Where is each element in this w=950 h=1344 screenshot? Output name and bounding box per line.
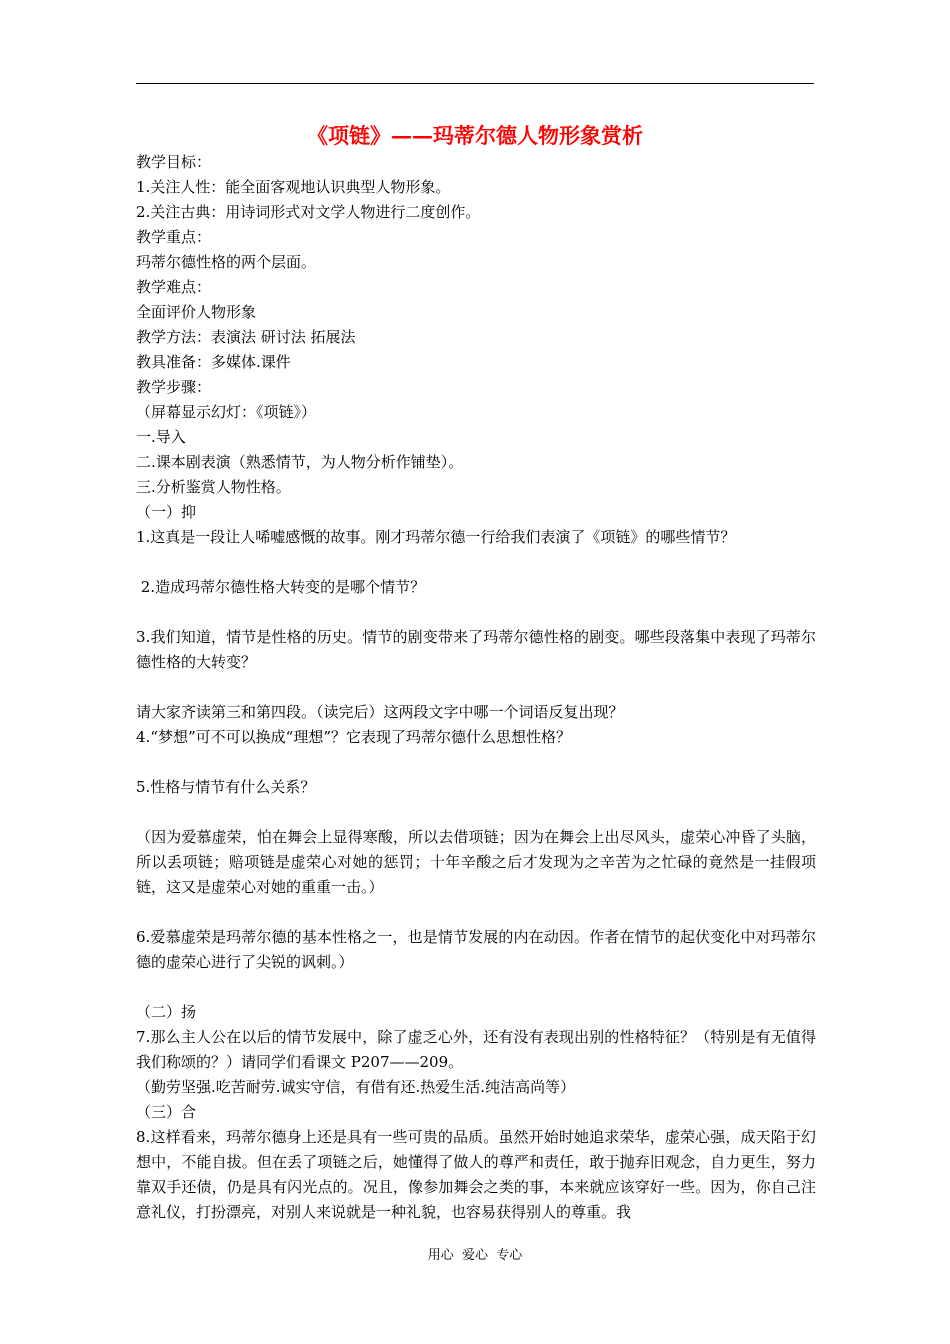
difficulty-heading: 教学难点：	[136, 278, 212, 296]
spacer	[136, 975, 816, 1000]
slide-note: （屏幕显示幻灯：《项链》）	[136, 403, 317, 421]
key-points-heading: 教学重点：	[136, 228, 212, 246]
answer-5: （因为爱慕虚荣，怕在舞会上显得寒酸，所以去借项链；因为在舞会上出尽风头，虚荣心冲昏了头脑，所以丢项链；赔项链是虚荣心对她的惩罚；十年辛酸之后才发现为之辛苦为之忙碌的竟然是一挂假项链，这又是虚荣心对她的重重一击。）	[136, 828, 816, 896]
objective-1: 1.关注人性：能全面客观地认识典型人物形象。	[136, 178, 451, 196]
question-6: 6.爱慕虚荣是玛蒂尔德的基本性格之一，也是情节发展的内在动因。作者在情节的起伏变化中对玛蒂尔德的虚荣心进行了尖锐的讽刺。）	[136, 928, 816, 971]
answer-7: （勤劳坚强.吃苦耐劳.诚实守信，有借有还.热爱生活.纯洁高尚等）	[136, 1078, 576, 1096]
spacer	[136, 800, 816, 825]
tools-text: 教具准备：多媒体.课件	[136, 353, 291, 371]
section-2-heading: （二）扬	[136, 1003, 197, 1021]
spacer	[136, 750, 816, 775]
spacer	[136, 675, 816, 700]
difficulty-text: 全面评价人物形象	[136, 303, 257, 321]
methods-text: 教学方法：表演法 研讨法 拓展法	[136, 328, 356, 346]
spacer	[136, 550, 816, 575]
step-2: 二.课本剧表演（熟悉情节，为人物分析作铺垫）。	[136, 453, 464, 471]
question-7: 7.那么主人公在以后的情节发展中，除了虚乏心外，还有没有表现出别的性格特征？（特别是有无值得我们称颂的？）请同学们看课文 P207——209。	[136, 1028, 816, 1071]
key-points-text: 玛蒂尔德性格的两个层面。	[136, 253, 317, 271]
question-2: 2.造成玛蒂尔德性格大转变的是哪个情节？	[136, 578, 426, 596]
reading-instruction: 请大家齐读第三和第四段。（读完后）这两段文字中哪一个词语反复出现？	[136, 703, 624, 721]
spacer	[136, 900, 816, 925]
section-3-heading: （三）合	[136, 1103, 197, 1121]
step-3: 三.分析鉴赏人物性格。	[136, 478, 291, 496]
question-1: 1.这真是一段让人唏嘘感慨的故事。刚才玛蒂尔德一行给我们表演了《项链》的哪些情节？	[136, 528, 736, 546]
step-1: 一.导入	[136, 428, 186, 446]
question-3: 3.我们知道，情节是性格的历史。情节的剧变带来了玛蒂尔德性格的剧变。哪些段落集中表现了玛蒂尔德性格的大转变？	[136, 628, 816, 671]
objective-2: 2.关注古典：用诗词形式对文学人物进行二度创作。	[136, 203, 481, 221]
header-rule	[136, 83, 814, 84]
document-title: 《项链》——玛蒂尔德人物形象赏析	[307, 123, 643, 148]
question-5: 5.性格与情节有什么关系？	[136, 778, 316, 796]
objectives-heading: 教学目标：	[136, 153, 212, 171]
page-footer: 用心 爱心 专心	[427, 1248, 523, 1263]
question-8: 8.这样看来，玛蒂尔德身上还是具有一些可贵的品质。虽然开始时她追求荣华，虚荣心强，成天陷于幻想中，不能自拔。但在丢了项链之后，她懂得了做人的尊严和责任，敢于抛弃旧观念，自力更生，努力靠双手还债，仍是具有闪光点的。况且，像参加舞会之类的事，本来就应该穿好一些。因为，你自己注意礼仪，打扮漂亮，对别人来说就是一种礼貌，也容易获得别人的尊重。我	[136, 1128, 816, 1221]
question-4: 4.“梦想”可不可以换成“理想”？它表现了玛蒂尔德什么思想性格？	[136, 728, 571, 746]
steps-heading: 教学步骤：	[136, 378, 212, 396]
spacer	[136, 600, 816, 625]
section-1-heading: （一）抑	[136, 503, 197, 521]
document-body	[136, 150, 816, 1225]
